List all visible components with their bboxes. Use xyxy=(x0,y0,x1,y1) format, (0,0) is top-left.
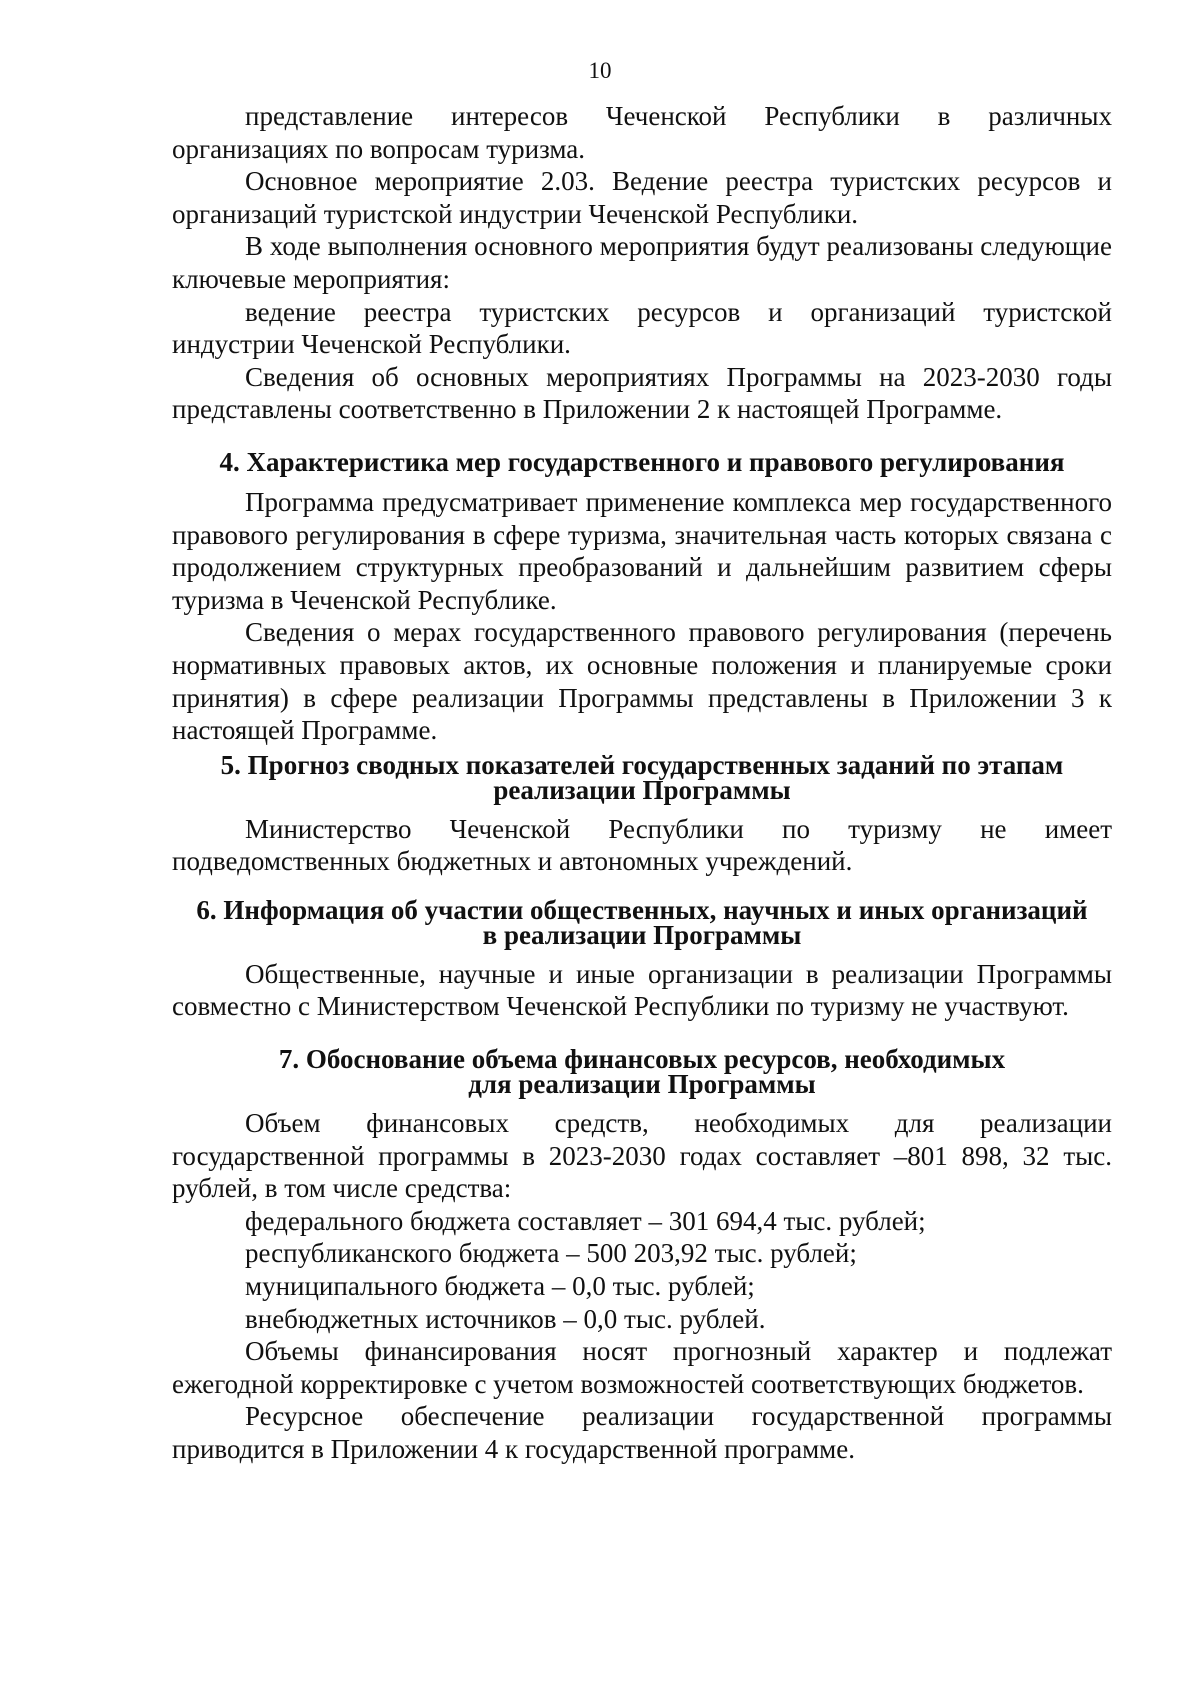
list-item: республиканского бюджета – 500 203,92 тыс. рублей; xyxy=(245,1238,857,1269)
paragraph: Основное мероприятие 2.03. Ведение реестра туристских ресурсов и организаций туристской индустрии Чеченской Республики. xyxy=(172,166,1112,229)
section-7-heading-line2: для реализации Программы xyxy=(468,1069,816,1100)
section-5-heading xyxy=(172,749,1112,805)
list-item: муниципального бюджета – 0,0 тыс. рублей; xyxy=(245,1271,755,1302)
paragraph: Ресурсное обеспечение реализации государственной программы приводится в Приложении 4 к государственной программе. xyxy=(172,1401,1112,1464)
paragraph: Министерство Чеченской Республики по туризму не имеет подведомственных бюджетных и автономных учреждений. xyxy=(172,813,1112,877)
page-number: 10 xyxy=(588,58,612,83)
paragraph: В ходе выполнения основного мероприятия будут реализованы следующие ключевые мероприятия: xyxy=(172,231,1112,294)
section-5-heading-line1: 5. Прогноз сводных показателей государственных заданий по этапам xyxy=(220,749,1064,780)
list-item: федерального бюджета составляет – 301 694,4 тыс. рублей; xyxy=(245,1205,926,1236)
section-4-heading: 4. Характеристика мер государственного и правового регулирования xyxy=(219,446,1065,477)
paragraph: Объемы финансирования носят прогнозный характер и подлежат ежегодной корректировке с учетом возможностей соответствующих бюджетов. xyxy=(172,1336,1112,1399)
section-6-heading-line2: в реализации Программы xyxy=(482,919,802,950)
paragraph: Программа предусматривает применение комплекса мер государственного правового регулирования в сфере туризма, значительная часть которых связана с продолжением структурных преобразований и дальнейшим развитием сферы туризма в Чеченской Республике. xyxy=(172,486,1112,615)
paragraph: ведение реестра туристских ресурсов и организаций туристской индустрии Чеченской Республики. xyxy=(172,296,1112,360)
paragraph: Сведения об основных мероприятиях Программы на 2023-2030 годы представлены соответственно в Приложении 2 к настоящей Программе. xyxy=(172,361,1112,425)
section-7-heading xyxy=(172,1044,1112,1100)
paragraph: Объем финансовых средств, необходимых для реализации государственной программы в 2023-2030 годах составляет –801 898, 32 тыс. рублей, в том числе средства: xyxy=(172,1108,1112,1204)
list-item: внебюджетных источников – 0,0 тыс. рублей. xyxy=(245,1303,766,1334)
section-6-heading xyxy=(172,894,1112,950)
paragraph: Сведения о мерах государственного правового регулирования (перечень нормативных правовых актов, их основные положения и планируемые сроки принятия) в сфере реализации Программы представлены в Приложении 3 к настоящей Программе. xyxy=(172,617,1112,746)
section-5-heading-line2: реализации Программы xyxy=(493,774,791,805)
section-7-heading-line1: 7. Обоснование объема финансовых ресурсов, необходимых xyxy=(278,1044,1006,1075)
section-6-heading-line1: 6. Информация об участии общественных, научных и иных организаций xyxy=(196,894,1088,925)
paragraph: Общественные, научные и иные организации в реализации Программы совместно с Министерством Чеченской Республики по туризму не участвуют. xyxy=(172,958,1112,1022)
paragraph: представление интересов Чеченской Республики в различных организациях по вопросам туризма. xyxy=(172,101,1112,164)
document-body xyxy=(172,100,1112,1466)
